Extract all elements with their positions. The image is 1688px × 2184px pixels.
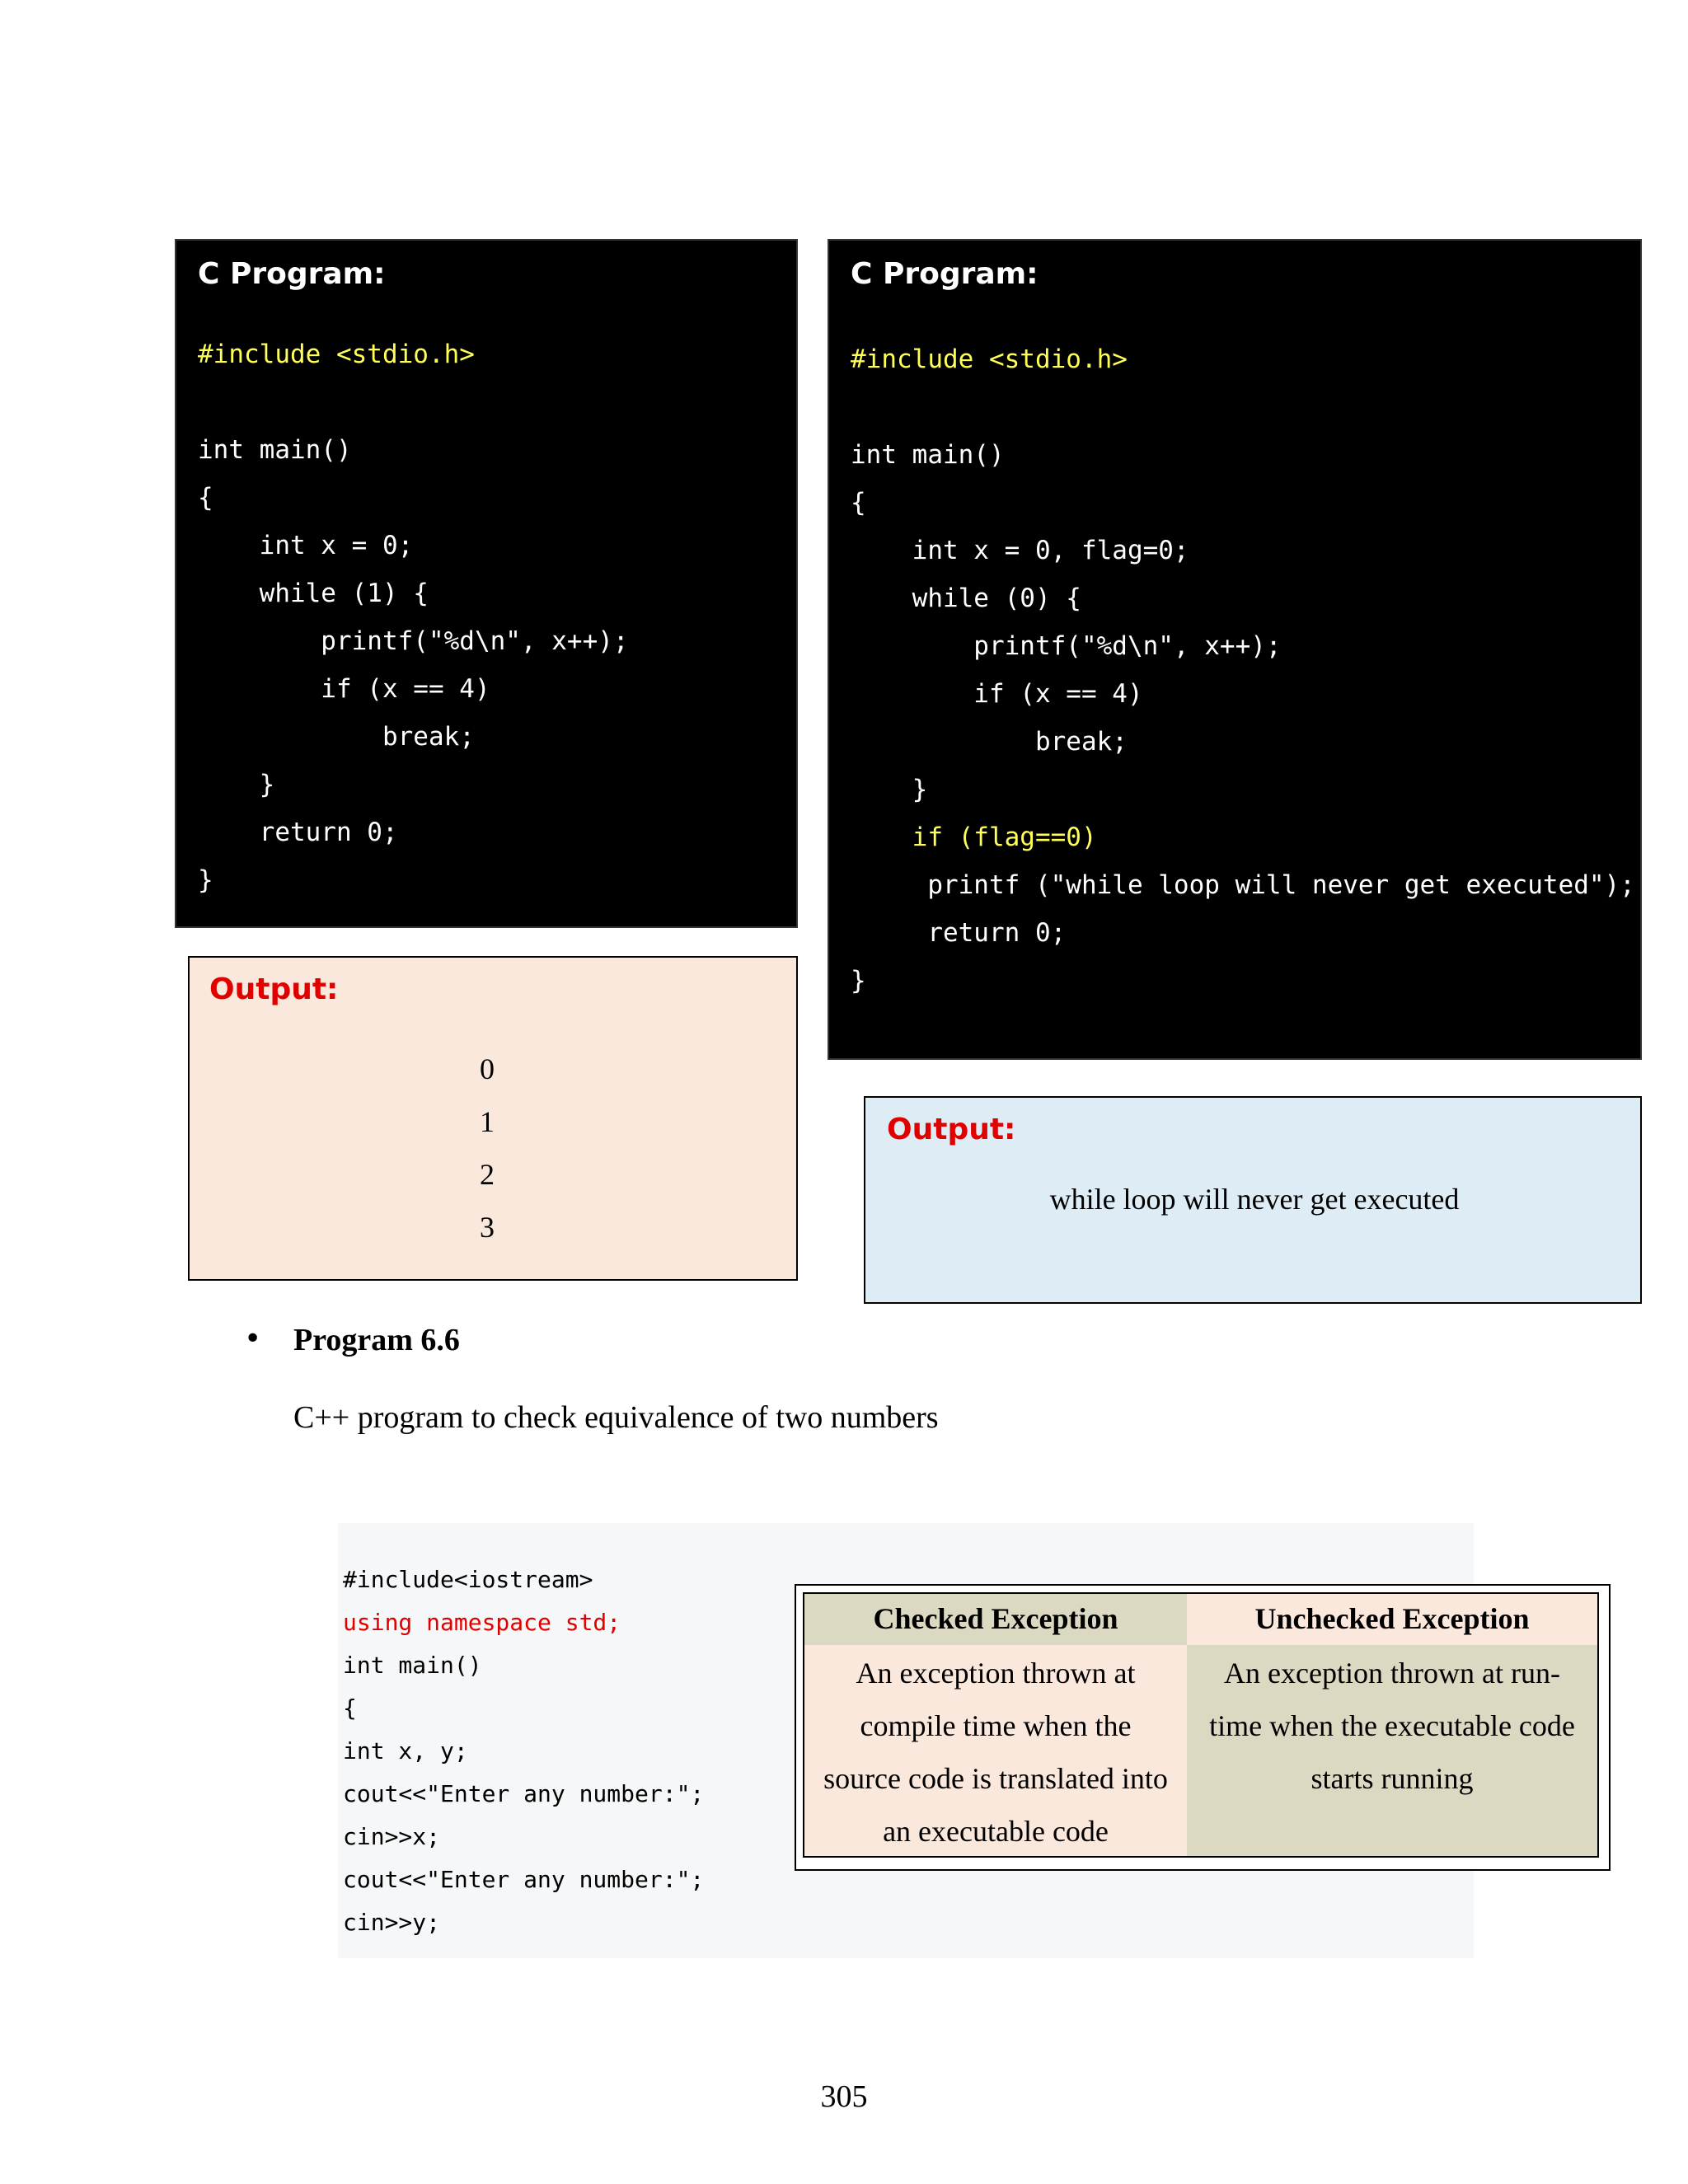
left-code-title: C Program: xyxy=(198,257,386,291)
cpp-code-line: int x, y; xyxy=(343,1737,468,1765)
exception-table xyxy=(795,1584,1611,1871)
table-cell-checked xyxy=(803,1645,1189,1858)
table-cell-line: An exception thrown at run- xyxy=(1224,1657,1560,1690)
table-cell-line: an executable code xyxy=(883,1815,1109,1848)
bullet: • xyxy=(244,1322,262,1356)
right-output-title: Output: xyxy=(887,1113,1016,1146)
code-line: #include <stdio.h> xyxy=(198,340,475,369)
code-line: { xyxy=(198,483,213,513)
code-line: printf ("while loop will never get executed"); xyxy=(851,870,1635,900)
code-line: int x = 0, flag=0; xyxy=(851,536,1189,565)
cpp-code-line: cout<<"Enter any number:"; xyxy=(343,1866,705,1893)
code-line: } xyxy=(851,775,928,804)
code-line: int main() xyxy=(198,435,352,465)
cpp-code-line: cout<<"Enter any number:"; xyxy=(343,1780,705,1807)
left-output-box xyxy=(188,956,798,1281)
code-line: printf("%d\n", x++); xyxy=(198,626,629,656)
output-value: 1 xyxy=(480,1105,495,1138)
code-line: int x = 0; xyxy=(198,531,414,560)
code-line: while (0) { xyxy=(851,583,1081,613)
output-value: 3 xyxy=(480,1211,495,1244)
cpp-code-line: cin>>y; xyxy=(343,1909,441,1936)
code-line: printf("%d\n", x++); xyxy=(851,631,1282,661)
code-line: break; xyxy=(198,722,475,752)
code-line: if (x == 4) xyxy=(198,674,490,704)
code-line: if (flag==0) xyxy=(851,823,1097,852)
left-output-title: Output: xyxy=(209,972,339,1006)
table-cell-unchecked xyxy=(1187,1645,1599,1858)
code-line: } xyxy=(198,865,213,895)
cpp-code-line: #include<iostream> xyxy=(343,1566,593,1593)
left-code-block xyxy=(175,239,798,928)
right-output-text: while loop will never get executed xyxy=(1049,1183,1460,1216)
code-line: } xyxy=(851,966,866,996)
right-code-block xyxy=(828,239,1642,1060)
code-line: while (1) { xyxy=(198,579,429,608)
code-line: break; xyxy=(851,727,1128,757)
section-heading: Program 6.6 xyxy=(293,1323,460,1357)
table-header-unchecked: Unchecked Exception xyxy=(1187,1592,1599,1647)
code-line: if (x == 4) xyxy=(851,679,1143,709)
table-cell-line: An exception thrown at xyxy=(856,1657,1136,1690)
output-value: 0 xyxy=(480,1052,495,1085)
right-code-title: C Program: xyxy=(851,257,1039,291)
code-line: #include <stdio.h> xyxy=(851,344,1128,374)
cpp-code-line: cin>>x; xyxy=(343,1823,441,1850)
table-header-checked: Checked Exception xyxy=(803,1592,1189,1647)
code-line: } xyxy=(198,770,275,799)
page-number: 305 xyxy=(820,2079,868,2114)
right-output-box xyxy=(864,1096,1642,1304)
code-line: int main() xyxy=(851,440,1005,470)
code-line: { xyxy=(851,488,866,518)
output-value: 2 xyxy=(480,1158,495,1191)
table-cell-line: source code is translated into xyxy=(823,1762,1168,1795)
cpp-code-line: int main() xyxy=(343,1652,482,1679)
cpp-code-line: { xyxy=(343,1694,357,1722)
cpp-code-line: using namespace std; xyxy=(343,1609,621,1636)
code-line: return 0; xyxy=(198,818,398,847)
code-line: return 0; xyxy=(851,918,1067,948)
section-description: C++ program to check equivalence of two numbers xyxy=(293,1400,939,1435)
table-cell-line: starts running xyxy=(1311,1762,1474,1795)
table-cell-line: compile time when the xyxy=(860,1709,1132,1742)
table-cell-line: time when the executable code xyxy=(1209,1709,1575,1742)
